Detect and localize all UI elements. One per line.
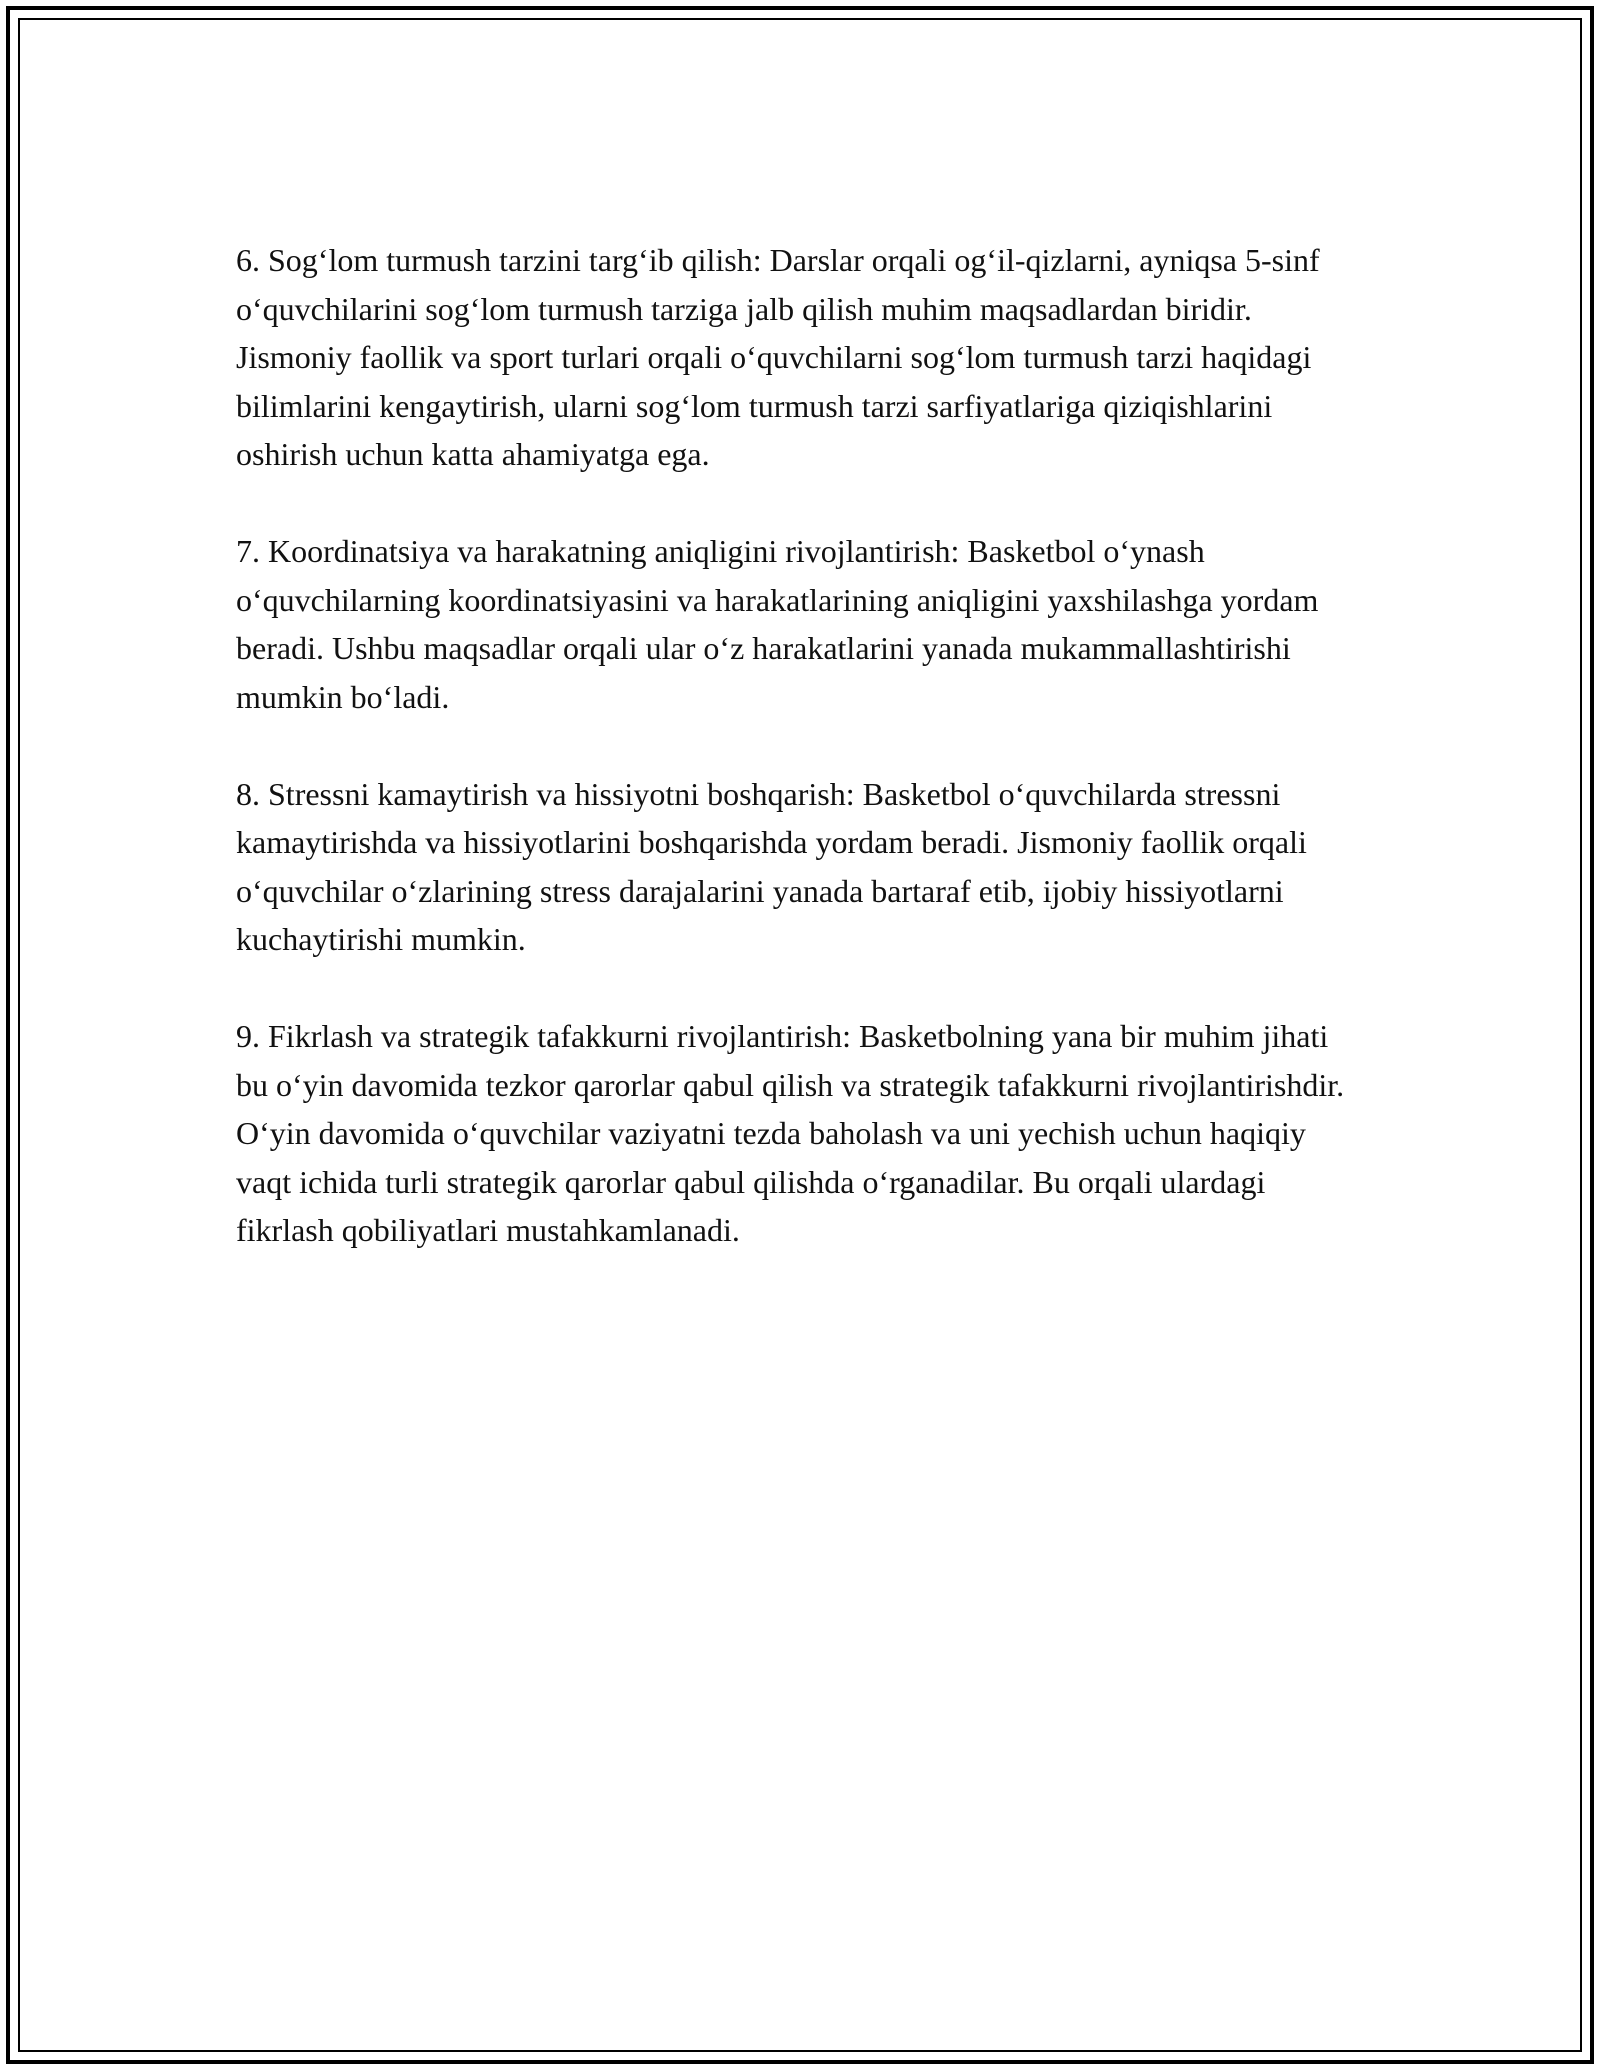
paragraph-7: 7. Koordinatsiya va harakatning aniqligini rivojlantirish: Basketbol o‘ynash o‘quvchilarning koordinatsiyasini va harakatlarining aniqligini yaxshilashga yordam beradi. Ushbu maqsadlar orqali ular o‘z harakatlarini yanada mukammallashtirishi mumkin bo‘ladi. — [236, 533, 1319, 715]
document-body — [236, 236, 1366, 1303]
paragraph-6: 6. Sog‘lom turmush tarzini targ‘ib qilish: Darslar orqali og‘il-qizlarni, ayniqsa 5-sinf o‘quvchilarini sog‘lom turmush tarziga jalb qilish muhim maqsadlardan biridir. Jismoniy faollik va sport turlari orqali o‘quvchilarni sog‘lom turmush tarzi haqidagi bilimlarini kengaytirish, ularni sog‘lom turmush tarzi sarfiyatlariga qiziqishlarini oshirish uchun katta ahamiyatga ega. — [236, 242, 1320, 472]
paragraph-8: 8. Stressni kamaytirish va hissiyotni boshqarish: Basketbol o‘quvchilarda stressni kamaytirishda va hissiyotlarini boshqarishda yordam beradi. Jismoniy faollik orqali o‘quvchilar o‘zlarining stress darajalarini yanada bartaraf etib, ijobiy hissiyotlarni kuchaytirishi mumkin. — [236, 775, 1307, 957]
paragraph-9: 9. Fikrlash va strategik tafakkurni rivojlantirish: Basketbolning yana bir muhim jihati bu o‘yin davomida tezkor qarorlar qabul qilish va strategik tafakkurni rivojlantirishdir. O‘yin davomida o‘quvchilar vaziyatni tezda baholash va uni yechish uchun haqiqiy vaqt ichida turli strategik qarorlar qabul qilishda o‘rganadilar. Bu orqali ulardagi fikrlash qobiliyatlari mustahkamlanadi. — [236, 1018, 1345, 1248]
